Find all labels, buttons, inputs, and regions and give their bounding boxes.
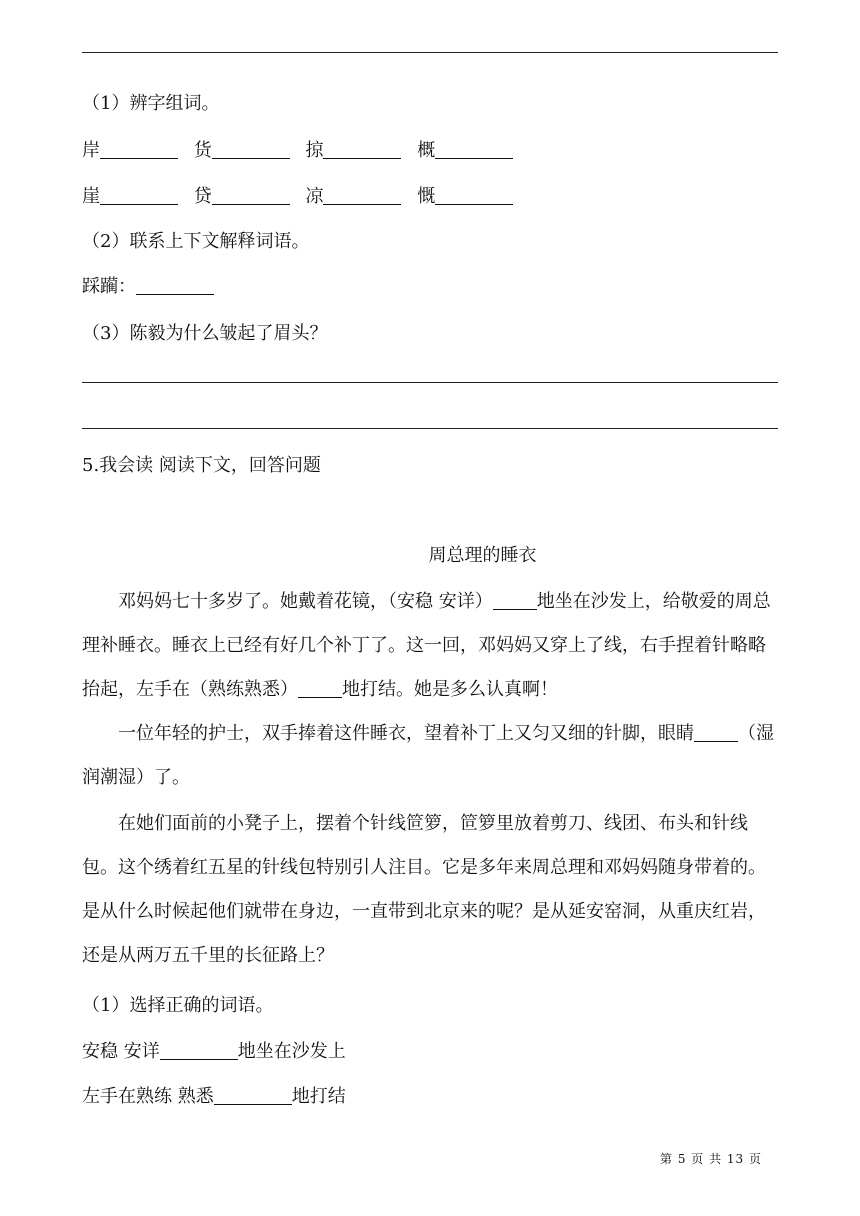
q5-sub1: （1）选择正确的词语。: [82, 995, 274, 1016]
answer-blank[interactable]: [435, 140, 513, 159]
page-number: 第 5 页 共 13 页: [660, 1152, 762, 1166]
term-label: 踩躏：: [82, 276, 136, 297]
answer-blank[interactable]: [493, 591, 537, 610]
answer-line[interactable]: [82, 428, 778, 429]
passage-paragraph-2: 一位年轻的护士，双手捧着这件睡衣，望着补丁上又匀又细的针脚，眼睛 （湿润潮湿）了。: [82, 723, 774, 788]
q4-sub1: （1）辨字组词。: [82, 93, 220, 114]
q5-heading: 5.我会读 阅读下文，回答问题: [82, 455, 321, 476]
char: 凉: [305, 186, 324, 207]
answer-blank[interactable]: [212, 186, 290, 205]
top-rule: [82, 52, 778, 53]
passage-paragraph-3: 在她们面前的小凳子上，摆着个针线笸箩，笸箩里放着剪刀、线团、布头和针线包。这个绣着红五星的针线包特别引人注目。它是多年来周总理和邓妈妈随身带着的。是从什么时候起他们就带在身边，一直带到北京来的呢？是从延安窑洞，从重庆红岩，还是从两万五千里的长征路上？: [82, 813, 766, 966]
option-line-1: 安稳 安详 地坐在沙发上: [82, 1041, 346, 1062]
answer-blank[interactable]: [212, 140, 290, 159]
answer-blank[interactable]: [160, 1041, 238, 1060]
char: 慨: [417, 186, 436, 207]
char: 崖: [82, 186, 100, 207]
passage-title: 周总理的睡衣: [428, 545, 537, 566]
answer-blank[interactable]: [694, 723, 738, 742]
passage-paragraph-1: 邓妈妈七十多岁了。她戴着花镜，（安稳 安详） 地坐在沙发上，给敬爱的周总理补睡衣。睡衣上已经有好几个补丁了。这一回，邓妈妈又穿上了线，右手捏着针略略抬起，左手在（熟练熟悉） 地打结。她是多么认真啊！: [82, 591, 771, 700]
answer-blank[interactable]: [214, 1086, 292, 1105]
answer-blank[interactable]: [136, 276, 214, 295]
answer-blank[interactable]: [298, 679, 342, 698]
char: 掠: [305, 140, 324, 161]
char: 货: [193, 140, 212, 161]
char-row-1: [82, 137, 523, 165]
char: 岸: [82, 140, 100, 161]
option-line-2: 左手在熟练 熟悉 地打结: [82, 1086, 346, 1107]
answer-line[interactable]: [82, 382, 778, 383]
answer-blank[interactable]: [323, 140, 401, 159]
char: 概: [417, 140, 436, 161]
q4-sub3: （3）陈毅为什么皱起了眉头？: [82, 323, 328, 344]
answer-blank[interactable]: [100, 186, 178, 205]
char: 贷: [193, 186, 212, 207]
term-line: [82, 273, 214, 301]
answer-blank[interactable]: [435, 186, 513, 205]
q4-sub2: （2）联系上下文解释词语。: [82, 231, 310, 252]
answer-blank[interactable]: [323, 186, 401, 205]
char-row-2: [82, 183, 523, 211]
answer-blank[interactable]: [100, 140, 178, 159]
